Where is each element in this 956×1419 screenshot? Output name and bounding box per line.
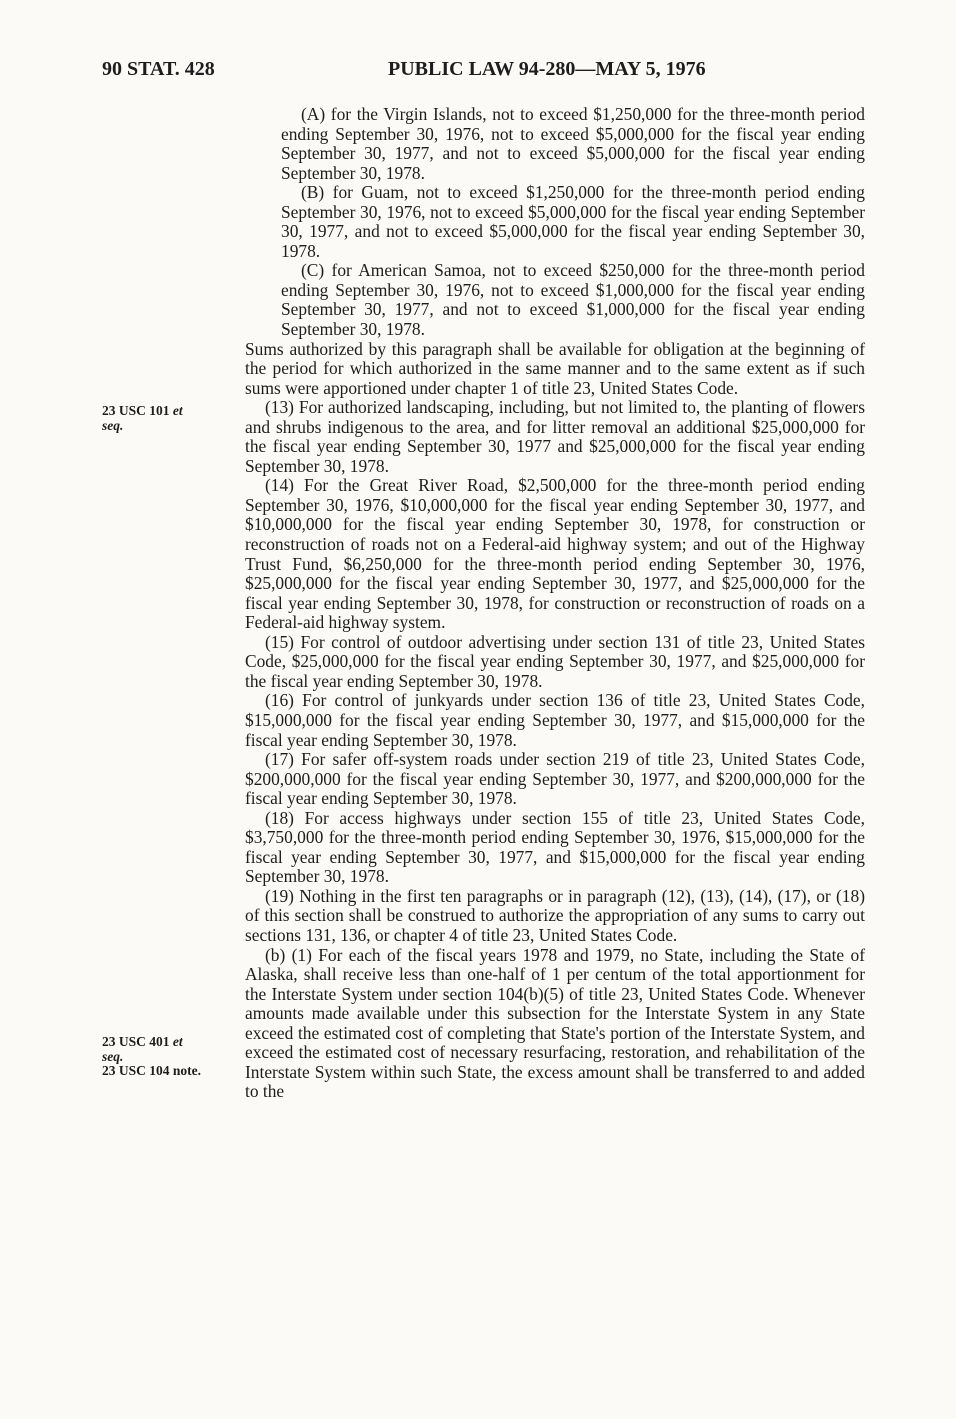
paragraph-15: (15) For control of outdoor advertising under section 131 of title 23, United States Code, $25,000,000 for the fiscal year ending September 30, 1977, and $25,000,000 for the fiscal year ending September 30, 1978. bbox=[245, 631, 865, 691]
margin-note-23usc401: 23 USC 401 et seq. bbox=[102, 1034, 183, 1064]
paragraph-a-virgin-islands: (A) for the Virgin Islands, not to exceed $1,250,000 for the three-month period ending September 30, 1976, not to exceed $5,000,000 for the fiscal year ending September 30, 1977, and not to exceed $5,000,000 for the fiscal year ending September 30, 1978. bbox=[281, 104, 865, 183]
page-header bbox=[0, 58, 956, 86]
paragraph-18: (18) For access highways under section 155 of title 23, United States Code, $3,750,000 for the three-month period ending September 30, 1976, $15,000,000 for the fiscal year ending September 30, 1977, and $15,000,000 for the fiscal year ending September 30, 1978. bbox=[245, 807, 865, 887]
paragraph-c-american-samoa: (C) for American Samoa, not to exceed $250,000 for the three-month period ending September 30, 1976, not to exceed $1,000,000 for the fiscal year ending September 30, 1977, and not to exceed $1,000,000 for the fiscal year ending September 30, 1978. bbox=[281, 260, 865, 340]
paragraph-14: (14) For the Great River Road, $2,500,000 for the three-month period ending September 30, 1976, $10,000,000 for the fiscal year ending September 30, 1977, and $10,000,000 for the fiscal year ending September 30, 1978, for construction or reconstruction of roads not on a Federal-aid highway system; and out of the Highway Trust Fund, $6,250,000 for the three-month period ending September 30, 1976, $25,000,000 for the fiscal year ending September 30, 1977, and $25,000,000 for the fiscal year ending September 30, 1978, for construction or reconstruction of roads on a Federal-aid highway system. bbox=[245, 475, 865, 633]
paragraph-13: (13) For authorized landscaping, including, but not limited to, the planting of flowers and shrubs indigenous to the area, and for litter removal an additional $25,000,000 for the fiscal year ending September 30, 1977 and $25,000,000 for the fiscal year ending September 30, 1978. bbox=[245, 397, 865, 476]
margin-note-23usc101: 23 USC 101 et seq. bbox=[102, 403, 183, 433]
paragraph-sums-authorized: Sums authorized by this paragraph shall be available for obligation at the beginning of the period for which authorized in the same manner and to the same extent as if such sums were apportioned under chapter 1 of title 23, United States Code. bbox=[245, 338, 865, 398]
statute-page-number: 90 STAT. 428 bbox=[102, 58, 215, 80]
law-text bbox=[245, 105, 865, 1102]
paragraph-19: (19) Nothing in the first ten paragraphs or in paragraph (12), (13), (14), (17), or (18) of this section shall be construed to authorize the appropriation of any sums to carry out sections 131, 136, or chapter 4 of title 23, United States Code. bbox=[245, 885, 865, 945]
running-title: PUBLIC LAW 94-280—MAY 5, 1976 bbox=[388, 58, 706, 80]
paragraph-17: (17) For safer off-system roads under section 219 of title 23, United States Code, $200,000,000 for the fiscal year ending September 30, 1977, and $200,000,000 for the fiscal year ending September 30, 1978. bbox=[245, 749, 865, 809]
paragraph-b-guam: (B) for Guam, not to exceed $1,250,000 for the three-month period ending September 30, 1976, not to exceed $5,000,000 for the fiscal year ending September 30, 1977, and not to exceed $5,000,000 for the fiscal year ending September 30, 1978. bbox=[281, 182, 865, 261]
paragraph-b-1: (b) (1) For each of the fiscal years 1978 and 1979, no State, including the State of Alaska, shall receive less than one-half of 1 per centum of the total apportionment for the Interstate System under section 104(b)(5) of title 23, United States Code. Whenever amounts made available under this subsection for the Interstate System in any State exceed the estimated cost of completing that State's portion of the Interstate System, and exceed the estimated cost of necessary resurfacing, restoration, and rehabilitation of the Interstate System within such State, the excess amount shall be transferred to and added to the bbox=[245, 944, 865, 1102]
margin-note-23usc104: 23 USC 104 note. bbox=[102, 1063, 202, 1078]
paragraph-16: (16) For control of junkyards under section 136 of title 23, United States Code, $15,000,000 for the fiscal year ending September 30, 1977, and $15,000,000 for the fiscal year ending September 30, 1978. bbox=[245, 690, 865, 750]
